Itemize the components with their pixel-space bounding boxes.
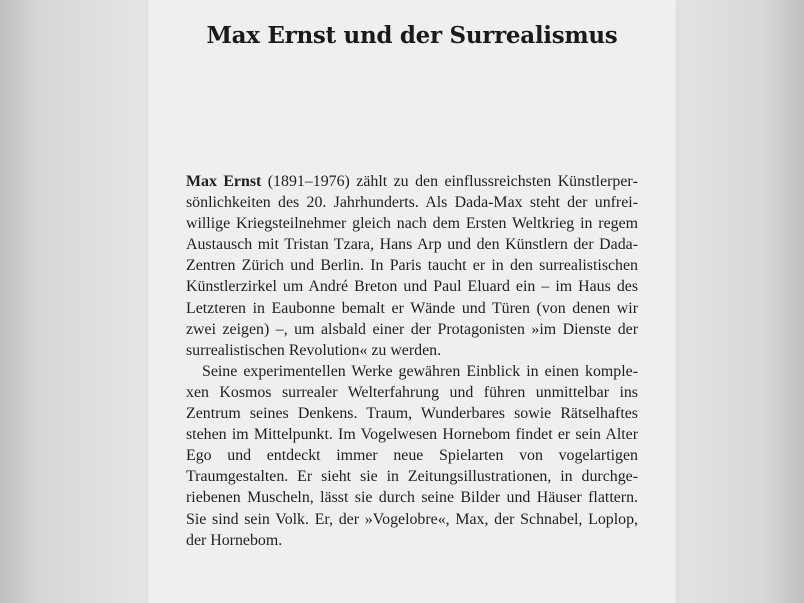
artist-name: Max Ernst — [186, 173, 262, 190]
paragraph-2: Seine experimentellen Werke gewähren Einblick in einen komplexen Kosmos surrealer Welterfahrung und führen unmittelbar ins Zentrum seines Denkens. Traum, Wunderbares sowie Rätselhaftes stehen im Mittelpunkt. Im Vogelwesen Hornebom findet er sein Alter Ego und entdeckt immer neue Spielarten von vogelartigen Traumgestalten. Er sieht sie in Zeitungsillustrationen, in durchgeriebenen Muscheln, lässt sie durch seine Bilder und Häuser flattern. Sie sind sein Volk. Er, der »Vogelobre«, Max, der Schnabel, Loplop, der Hornebom. — [186, 362, 638, 549]
panel-title: Max Ernst und der Surrealismus — [206, 22, 618, 49]
paragraph-1 — [186, 171, 638, 361]
paragraph-1-text: (1891–1976) zählt zu den einflussreichsten Künstlerpersönlichkeiten des 20. Jahrhunderts. Als Dada-Max steht der unfreiwillige Kriegsteilnehmer gleich nach dem Ersten Weltkrieg in regem Austausch mit Tristan Tzara, Hans Arp und den Künstlern der Dada-Zentren Zürich und Berlin. In Paris taucht er in den surrealistischen Künstlerzirkel um André Breton und Paul Eluard ein – im Haus des Letzteren in Eaubonne bemalt er Wände und Türen (von denen wir zwei zeigen) –, um alsbald einer der Protagonisten »im Dienste der surrealistischen Revolution« zu werden. — [186, 173, 639, 359]
wall-text-panel — [148, 0, 676, 603]
panel-body — [186, 171, 638, 551]
